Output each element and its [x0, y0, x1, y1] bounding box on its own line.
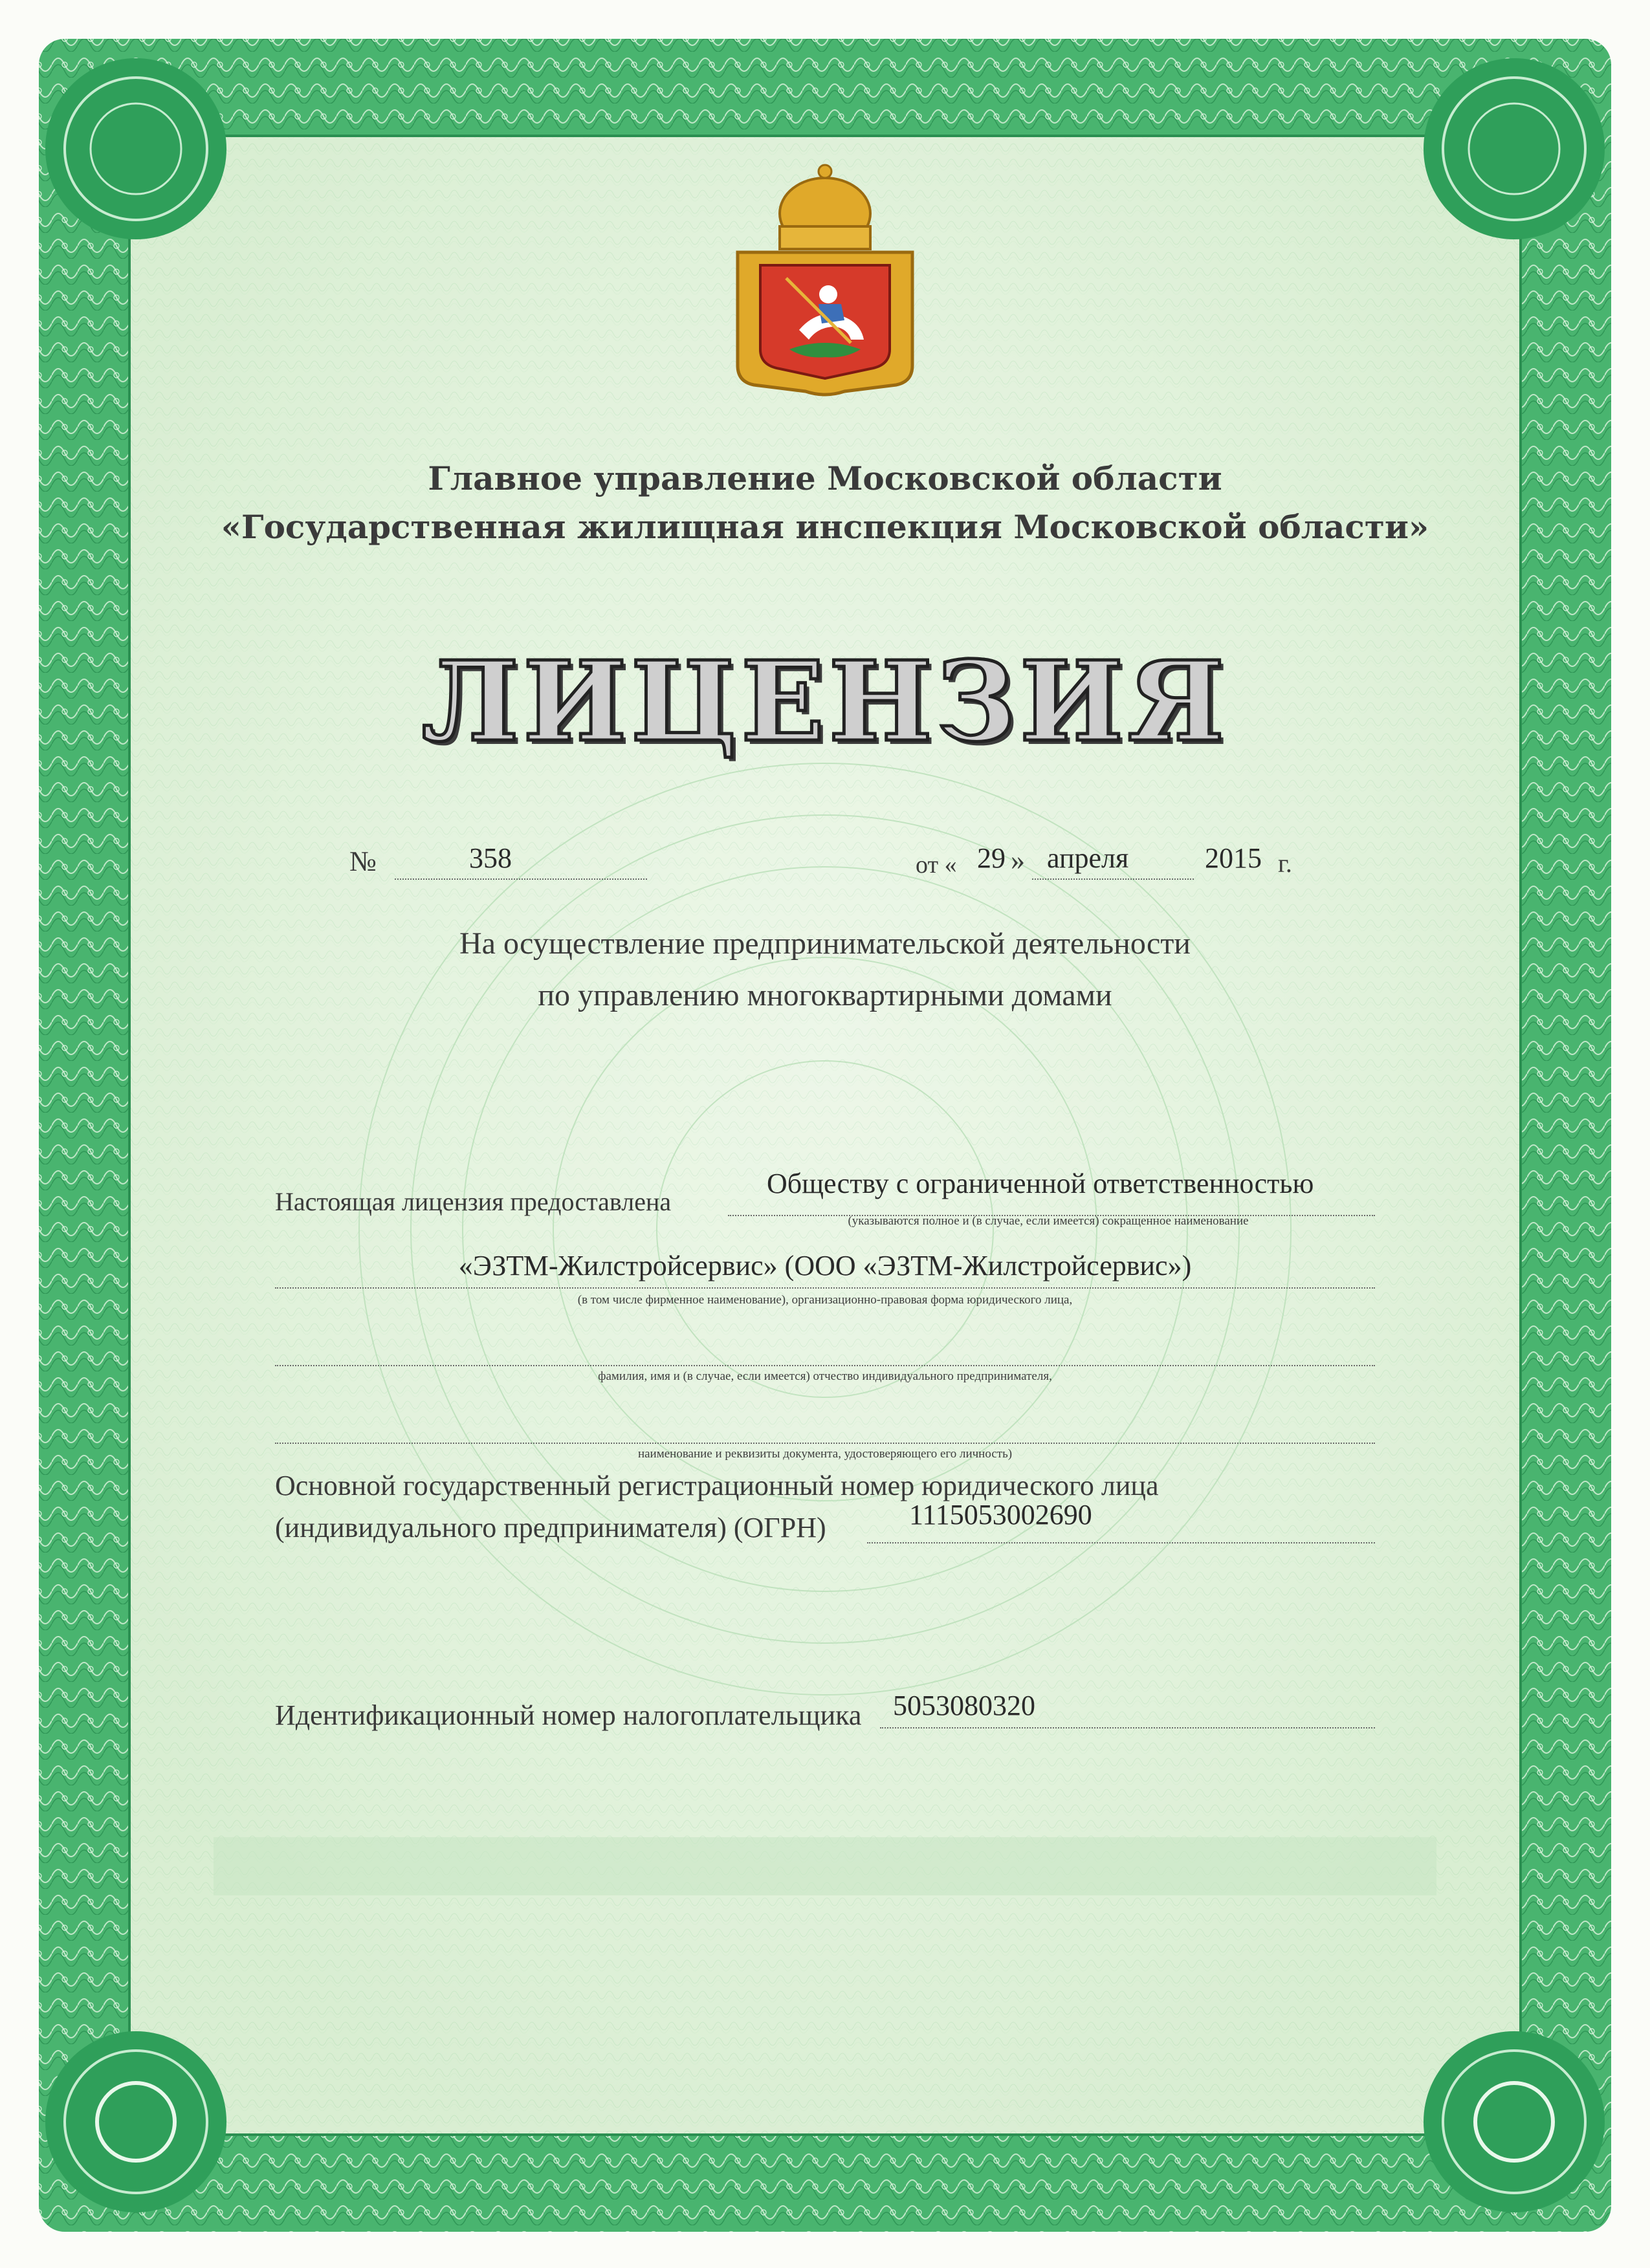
license-number: 358 — [469, 842, 512, 874]
ogrn-label-line-1: Основной государственный регистрационный номер юридического лица — [275, 1470, 1159, 1501]
granted-underline-4 — [275, 1443, 1375, 1444]
number-label: № — [349, 845, 377, 877]
organization-type: Обществу с ограниченной ответственностью — [767, 1168, 1314, 1199]
date-from-label: от « — [916, 851, 957, 878]
date-day: 29 — [977, 842, 1006, 874]
inn-value: 5053080320 — [893, 1690, 1035, 1721]
authority-name: Главное управление Московской области — [428, 459, 1222, 497]
ogrn-underline — [867, 1542, 1375, 1543]
caption-identity-document: наименование и реквизиты документа, удостоверяющего его личность) — [637, 1447, 1013, 1461]
date-month: апреля — [1047, 842, 1129, 874]
number-underline — [395, 878, 647, 880]
inn-underline — [880, 1727, 1375, 1728]
caption-full-name: (указываются полное и (в случае, если имеется) сокращенное наименование — [848, 1214, 1249, 1228]
activity-line-1: На осуществление предпринимательской деятельности — [459, 926, 1191, 961]
ogrn-label-line-2: (индивидуального предпринимателя) (ОГРН) — [275, 1512, 826, 1543]
date-day-close: » — [1011, 844, 1025, 876]
year-suffix: г. — [1278, 849, 1292, 878]
granted-underline-3 — [275, 1365, 1375, 1366]
caption-legal-form: (в том числе фирменное наименование), организационно-правовая форма юридического лица, — [577, 1293, 1073, 1307]
date-year: 2015 — [1205, 842, 1262, 874]
document-title: ЛИЦЕНЗИЯ — [421, 637, 1229, 767]
authority-full-name: «Государственная жилищная инспекция Московской области» — [221, 508, 1429, 546]
organization-name: «ЭЗТМ-Жилстройсервис» (ООО «ЭЗТМ-Жилстройсервис») — [458, 1250, 1192, 1281]
inn-label: Идентификационный номер налогоплательщика — [275, 1699, 862, 1731]
month-underline — [1032, 878, 1194, 880]
granted-to-label: Настоящая лицензия предоставлена — [275, 1187, 672, 1216]
caption-entrepreneur-name: фамилия, имя и (в случае, если имеется) отчество индивидуального предпринимателя, — [598, 1369, 1052, 1383]
ogrn-value: 1115053002690 — [909, 1499, 1092, 1531]
activity-line-2: по управлению многоквартирными домами — [538, 978, 1112, 1012]
granted-underline-2 — [275, 1287, 1375, 1289]
